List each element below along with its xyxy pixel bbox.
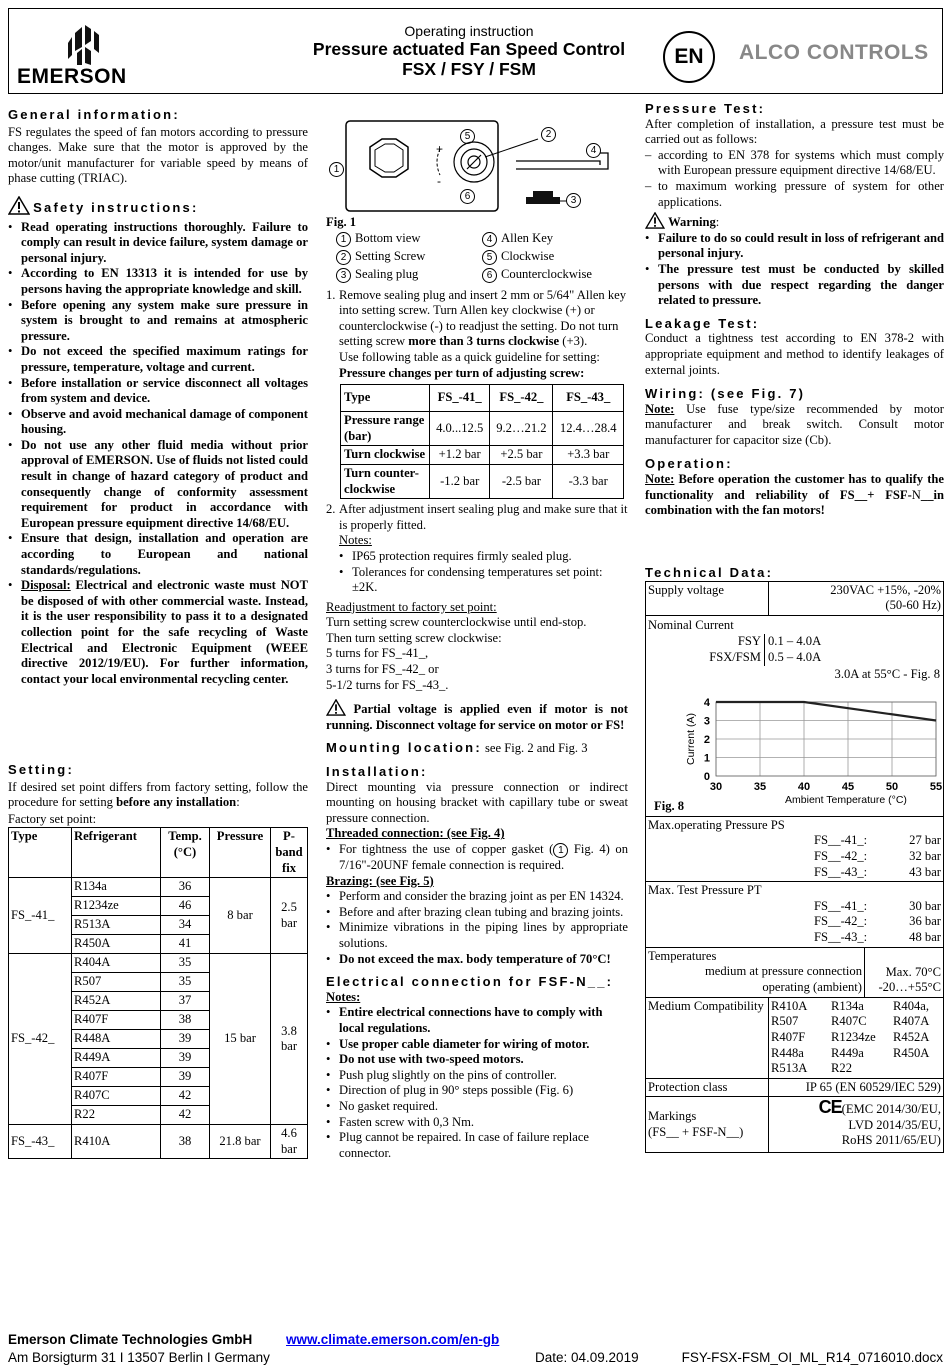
setting-section — [8, 762, 308, 1159]
column-right: Pressure Test: After completion of installation, a pressure test must be carried out as follows: – according to EN 378 for systems which must comply with European pressure equipment directive 14/68/EU. – to maximum working pressure of system for other applications. Warning: • Failure to do so could result in loss of refrigerant and personal injury. • The pressure test must be conducted by skilled persons with due respect regarding the danger related to pressure. Leakage Test: Conduct a tightness test according to EN 378-2 with appropriate equipment and method to identify leakages of external joints. Wiring: (see Fig. 7) Note: Use fuse type/size recommended by motor manufacturer and break switch. Consult motor manufacturer for capacitor size (Cb). Operation: Note: Before operation the customer has to qualify the functionality and reliability of FS__+ FSF-N__in combination with the fan motors! — [645, 101, 944, 519]
electrical: Electrical connection for FSF-N__: Notes: • Entire electrical connections have to comply with local regulations. • Use proper cable diameter for wiring of motor. • Do not use with two-speed motors. • Push plug slightly on the pins of controller. • Direction of plug in 90° steps possible (Fig. 6) • No gasket required. • Fasten screw with 0,3 Nm. • Plug cannot be repaired. In case of failure replace connector. — [326, 974, 628, 1161]
cell-refrigerant: R452A — [72, 992, 161, 1011]
cell-pressure: 15 bar — [210, 954, 271, 1125]
x-tick-label: 50 — [885, 780, 899, 793]
table-row — [9, 954, 308, 973]
cell-temp: 42 — [161, 1087, 210, 1106]
y-tick-label: 4 — [703, 696, 710, 709]
legend-item: 6 Counterclockwise — [482, 267, 622, 283]
x-tick-label: 30 — [709, 780, 723, 793]
column-middle — [326, 215, 628, 1161]
language-badge: EN — [663, 31, 715, 83]
cell-temp: 38 — [161, 1125, 210, 1159]
th-type: Type — [9, 828, 72, 878]
fig1-marker-4: 4 — [586, 143, 601, 158]
cell-temp: 35 — [161, 954, 210, 973]
safety-item: • Ensure that design, installation and operation are according to European and national standards/regulations. — [8, 531, 308, 578]
cell-refrigerant: R134a — [72, 878, 161, 897]
cell-refrigerant: R404A — [72, 954, 161, 973]
th-pressure: Pressure — [210, 828, 271, 878]
tech-row-medium: Medium Compatibility R410A R134a R404a, R507 R407C R407A R407F R1234ze R452A R448a R449a R450A R513A R22 — [646, 998, 943, 1079]
installation: Installation: Direct mounting via pressure connection or indirect mounting on housing bracket with capillary tube or sweat pressure connection. Threaded connection: (see Fig. 4) • For tightness the use of copper gasket ( 1 Fig. 4) on 7/16"-20UNF female connection is required. Brazing: (see Fig. 5) • Perform and consider the brazing joint as per EN 14324. • Before and after brazing clean tubing and brazing joints. • Minimize vibrations in the piping lines by appropriate solutions. • Do not exceed the max. body temperature of 70°C! — [326, 764, 628, 967]
cell-type: FS_-41_ — [9, 878, 72, 954]
table-row: Pressure range (bar) 4.0...12.5 9.2…21.2 12.4…28.4 — [341, 412, 624, 446]
warning-icon — [326, 699, 346, 716]
setting-text: If desired set point differs from factory setting, follow the procedure for setting before any installation: — [8, 779, 308, 810]
cell-refrigerant: R22 — [72, 1106, 161, 1125]
doc-type: Operating instruction — [404, 23, 534, 39]
warning-icon — [645, 212, 665, 229]
cell-refrigerant: R513A — [72, 916, 161, 935]
technical-table — [645, 581, 944, 1153]
legend-item: 1 Bottom view — [336, 231, 482, 247]
cell-type: FS_-42_ — [9, 954, 72, 1125]
tech-row-temps: Temperatures medium at pressure connection operating (ambient) Max. 70°C -20…+55°C — [646, 948, 943, 998]
legend-item: 5 Clockwise — [482, 249, 622, 265]
cell-refrigerant: R1234ze — [72, 897, 161, 916]
footer-url-link[interactable]: www.climate.emerson.com/en-gb — [286, 1332, 500, 1347]
safety-item: • Before installation or service disconnect all voltages from system and device. — [8, 376, 308, 407]
cell-temp: 41 — [161, 935, 210, 954]
table-header-row: Type FS_-41_ FS_-42_ FS_-43_ — [341, 385, 624, 412]
cell-temp: 36 — [161, 878, 210, 897]
fig8-caption: Fig. 8 — [654, 798, 685, 813]
setting-heading: Setting: — [8, 762, 74, 777]
header-titles — [259, 23, 679, 79]
safety-heading-row — [8, 196, 308, 217]
cell-temp: 37 — [161, 992, 210, 1011]
safety-item: • According to EN 13313 it is intended for use by persons having the appropriate knowledge and skill. — [8, 266, 308, 297]
cell-refrigerant: R507 — [72, 973, 161, 992]
footer-company: Emerson Climate Technologies GmbH — [8, 1332, 253, 1347]
warning-icon — [8, 196, 30, 215]
disposal-text: Electrical and electronic waste must NOT be disposed of with other commercial waste. Instead, it is the user responsibility to pass it to a designated collection point for the safe recycling of Waste Electrical and Electronic Equipment (WEEE directive 2012/19/EU). For further information, contact your local environmental recycling center. — [21, 578, 308, 686]
safety-item: • Do not use any other fluid media without prior approval of EMERSON. Use of fluids not listed could result in change of hazard category of product and consequently change of conformity assessment requirement for product in accordance with European pressure equipment directive 14/68/EU. — [8, 438, 308, 532]
mounting: Mounting location: see Fig. 2 and Fig. 3 — [326, 740, 588, 756]
cell-pressure: 21.8 bar — [210, 1125, 271, 1159]
legend-item: 2 Setting Screw — [336, 249, 482, 265]
readjust: Readjustment to factory set point: Turn setting screw counterclockwise until end-stop. Then turn setting screw clockwise: 5 turns for FS_-41_, 3 turns for FS_-42_ or 5-1/2 turns for FS_-43_. — [326, 599, 587, 692]
general-text: FS regulates the speed of fan motors according to pressure changes. Make sure that the motor is approved by the motor/unit manufacturer for variable speed by means of phase cutting (TRIAC). — [8, 124, 308, 186]
cell-refrigerant: R407C — [72, 1087, 161, 1106]
cell-temp: 39 — [161, 1030, 210, 1049]
cell-temp: 39 — [161, 1049, 210, 1068]
th-pband: P-band fix — [271, 828, 308, 878]
header-box — [8, 8, 943, 94]
tech-row-current: Nominal Current FSY FSX/FSM 0.1 – 4.0A 0.5 – 4.0A 3.0A at 55°C - Fig. 8 0 1 2 3 4 30 35 40 45 50 55 Ambient Temperature (°C) Current (A) Fig. 8 — [646, 616, 943, 817]
fig1-marker-5: 5 — [460, 129, 475, 144]
fig1-marker-6: 6 — [460, 189, 475, 204]
tech-row-supply: Supply voltage 230VAC +15%, -20% (50-60 Hz) — [646, 582, 943, 616]
safety-item: • Do not exceed the specified maximum ratings for pressure, temperature, voltage and current. — [8, 344, 308, 375]
footer-address: Am Borsigturm 31 I 13507 Berlin I Germany — [8, 1350, 270, 1365]
cell-temp: 34 — [161, 916, 210, 935]
adjust-table — [340, 384, 624, 499]
column-left — [8, 107, 308, 687]
logo-text: EMERSON — [17, 65, 127, 88]
legend-item: 3 Sealing plug — [336, 267, 482, 283]
x-tick-label: 45 — [841, 780, 855, 793]
tech-row-protection: Protection class IP 65 (EN 60529/IEC 529) — [646, 1079, 943, 1098]
th-refrigerant: Refrigerant — [72, 828, 161, 878]
safety-item-disposal — [8, 578, 308, 687]
cell-refrigerant: R410A — [72, 1125, 161, 1159]
x-tick-label: 55 — [929, 780, 943, 793]
cell-temp: 39 — [161, 1068, 210, 1087]
x-tick-label: 35 — [753, 780, 767, 793]
cell-pband: 3.8 bar — [271, 954, 308, 1125]
legend-item: 4 Allen Key — [482, 231, 622, 247]
fig1-marker-2: 2 — [541, 127, 556, 142]
table-row — [9, 1125, 308, 1159]
cell-refrigerant: R449A — [72, 1049, 161, 1068]
svg-text:+: + — [436, 142, 444, 156]
cell-pband: 4.6 bar — [271, 1125, 308, 1159]
y-tick-label: 0 — [703, 770, 710, 783]
fig1-svg — [326, 117, 628, 217]
alco-controls-logo: ALCO CONTROLS — [739, 41, 929, 64]
svg-text:-: - — [437, 174, 441, 188]
footer-docname: FSY-FSX-FSM_OI_ML_R14_0716010.docx — [681, 1350, 943, 1365]
cell-type: FS_-43_ — [9, 1125, 72, 1159]
emerson-logo — [15, 23, 165, 93]
general-heading: General information: — [8, 107, 180, 122]
cell-temp: 38 — [161, 1011, 210, 1030]
safety-list — [8, 220, 308, 688]
x-tick-label: 40 — [797, 780, 811, 793]
y-tick-label: 1 — [703, 752, 710, 765]
ce-mark: CE — [818, 1097, 842, 1118]
cell-pband: 2.5 bar — [271, 878, 308, 954]
tech-row-markings: Markings (FS__ + FSF-N__) CE(EMC 2014/30/EU, LVD 2014/35/EU, RoHS 2011/65/EU) — [646, 1097, 943, 1152]
series-line — [716, 702, 936, 721]
doc-title: Pressure actuated Fan Speed Control — [312, 39, 626, 59]
y-tick-label: 3 — [703, 715, 710, 728]
cell-refrigerant: R407F — [72, 1011, 161, 1030]
step-2: 2. After adjustment insert sealing plug and make sure that it is properly fitted. Notes: • IP65 protection requires firmly sealed plug. • Tolerances for condensing temperatures set point: ±2K. — [326, 502, 628, 596]
disposal-label: Disposal: — [21, 578, 71, 593]
x-axis-label: Ambient Temperature (°C) — [785, 793, 907, 806]
fig1-drawing — [326, 117, 628, 217]
safety-heading: Safety instructions: — [33, 199, 199, 215]
fig8-chart — [646, 682, 943, 816]
technical-section: Technical Data: Supply voltage 230VAC +15%, -20% (50-60 Hz) Nominal Current FSY FSX/FSM 0.1 – 4.0A 0.5 – 4.0A 3.0A at 55°C - Fig. 8 0 1 2 3 4 30 35 40 45 50 55 Ambient Temperature (°C) Current (A) Fig. 8 Max.operating Pressure PS FS__-41_: 27 bar FS__-42_: 32 bar FS__-43_: 43 bar Max. Test Pressure PT FS__-41_: 30 bar FS__-42_: 36 bar FS__-43_: 48 bar Temperatures medium at pressure connection operating (ambient) Max. 70°C -20…+55°C Medium Compatibility R410A R134a R404a, R507 R407C R407A R407F R1234ze R452A R448a R449a R450A R513A R22 Protection class IP 65 (EN 60529/IEC 529) Markings (FS__ + FSF-N__) CE(EMC 2014/30/EU, LVD 2014/35/EU, RoHS 2011/65/EU) — [645, 565, 944, 1153]
cell-refrigerant: R450A — [72, 935, 161, 954]
y-axis-label: Current (A) — [685, 712, 697, 765]
th-temp: Temp. (°C) — [161, 828, 210, 878]
emerson-logo-icon — [15, 23, 165, 67]
fig1-marker-1: 1 — [329, 162, 344, 177]
table-row: Turn counter-clockwise -1.2 bar -2.5 bar -3.3 bar — [341, 464, 624, 498]
safety-item: • Read operating instructions thoroughly. Failure to comply can result in device failure, system damage or personal injury. — [8, 220, 308, 267]
factory-setpoint-table — [8, 827, 308, 1159]
y-tick-label: 2 — [703, 733, 710, 746]
table-header-row — [9, 828, 308, 878]
safety-item: • Observe and avoid mechanical damage of component housing. — [8, 407, 308, 438]
cell-refrigerant: R407F — [72, 1068, 161, 1087]
doc-models: FSX / FSY / FSM — [402, 59, 536, 79]
safety-item: • Before opening any system make sure pressure in system is brought to and remains at atmospheric pressure. — [8, 298, 308, 345]
fig1-marker-3: 3 — [566, 193, 581, 208]
step-1: 1. Remove sealing plug and insert 2 mm or 5/64" Allen key into setting screw. Turn Allen key clockwise (+) or counterclockwise (-) to readjust the setting. Do not turn setting screw more than 3 turns clockwise (+3). Use following table as a quick guideline for setting: Pressure changes per turn of adjusting screw: — [326, 287, 627, 380]
partial-voltage-warning: Partial voltage is applied even if motor is not running. Disconnect voltage for service on motor or FS! — [326, 699, 628, 733]
pressure-warning: Warning: — [645, 212, 944, 231]
cell-temp: 46 — [161, 897, 210, 916]
table-row — [9, 878, 308, 897]
cell-pressure: 8 bar — [210, 878, 271, 954]
fig1-caption: Fig. 1 — [326, 215, 357, 229]
cell-refrigerant: R448A — [72, 1030, 161, 1049]
factory-label: Factory set point: — [8, 811, 97, 826]
tech-row-maxtest: Max. Test Pressure PT FS__-41_: 30 bar FS__-42_: 36 bar FS__-43_: 48 bar — [646, 882, 943, 947]
cell-temp: 35 — [161, 973, 210, 992]
tech-row-maxop: Max.operating Pressure PS FS__-41_: 27 bar FS__-42_: 32 bar FS__-43_: 43 bar — [646, 817, 943, 882]
footer-date: Date: 04.09.2019 — [535, 1350, 639, 1365]
table-row: Turn clockwise +1.2 bar +2.5 bar +3.3 bar — [341, 446, 624, 465]
cell-temp: 42 — [161, 1106, 210, 1125]
fig1-legend — [326, 231, 628, 283]
